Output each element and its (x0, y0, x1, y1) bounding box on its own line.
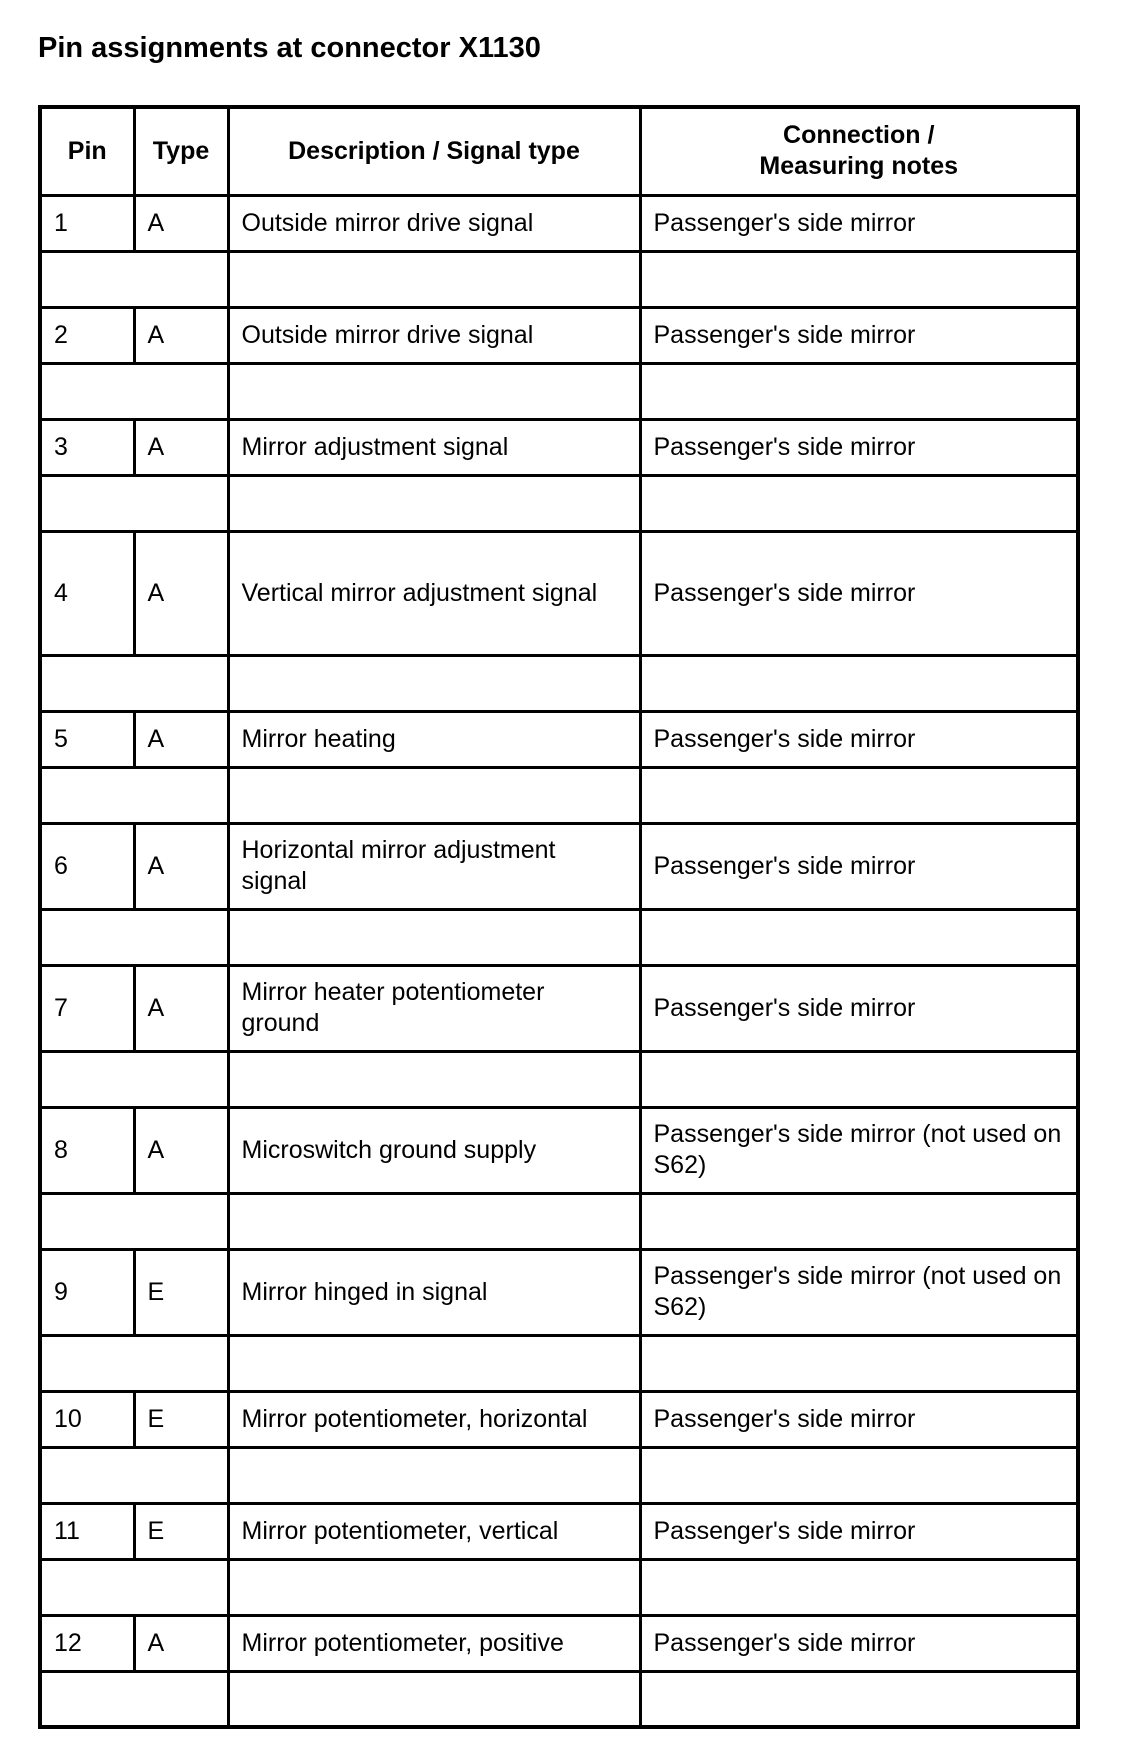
spacer-row (40, 475, 1078, 531)
page-title: Pin assignments at connector X1130 (38, 32, 541, 64)
type-cell: A (134, 1107, 228, 1193)
spacer-cell-notes (640, 363, 1078, 419)
spacer-cell-notes (640, 1193, 1078, 1249)
spacer-row (40, 251, 1078, 307)
spacer-cell-description (228, 475, 640, 531)
type-cell: A (134, 419, 228, 475)
spacer-cell-left (40, 1051, 228, 1107)
table-row (40, 531, 1078, 655)
type-cell: A (134, 823, 228, 909)
notes-cell: Passenger's side mirror (640, 1503, 1078, 1559)
spacer-row (40, 1559, 1078, 1615)
notes-cell: Passenger's side mirror (640, 531, 1078, 655)
spacer-cell-left (40, 1671, 228, 1727)
description-cell: Mirror potentiometer, vertical (228, 1503, 640, 1559)
pin-cell: 8 (40, 1107, 134, 1193)
description-cell: Outside mirror drive signal (228, 195, 640, 251)
notes-cell: Passenger's side mirror (not used on S62) (640, 1249, 1078, 1335)
table-row (40, 823, 1078, 909)
table-row (40, 965, 1078, 1051)
spacer-row (40, 363, 1078, 419)
spacer-cell-notes (640, 655, 1078, 711)
header-notes (640, 107, 1078, 195)
spacer-cell-notes (640, 767, 1078, 823)
description-cell: Mirror heating (228, 711, 640, 767)
type-cell: A (134, 531, 228, 655)
header-notes-line1: Connection / (783, 121, 935, 150)
pin-cell: 9 (40, 1249, 134, 1335)
spacer-cell-description (228, 251, 640, 307)
notes-cell: Passenger's side mirror (640, 419, 1078, 475)
spacer-cell-description (228, 1193, 640, 1249)
pin-cell: 12 (40, 1615, 134, 1671)
spacer-cell-notes (640, 1671, 1078, 1727)
table-row (40, 419, 1078, 475)
type-cell: A (134, 711, 228, 767)
description-cell: Mirror adjustment signal (228, 419, 640, 475)
spacer-cell-description (228, 1559, 640, 1615)
pin-cell: 6 (40, 823, 134, 909)
table-row (40, 1107, 1078, 1193)
notes-cell: Passenger's side mirror (640, 195, 1078, 251)
spacer-cell-notes (640, 1335, 1078, 1391)
notes-cell: Passenger's side mirror (640, 1391, 1078, 1447)
table-row (40, 1615, 1078, 1671)
notes-cell: Passenger's side mirror (640, 965, 1078, 1051)
spacer-row (40, 1671, 1078, 1727)
notes-cell: Passenger's side mirror (not used on S62) (640, 1107, 1078, 1193)
type-cell: A (134, 965, 228, 1051)
spacer-row (40, 655, 1078, 711)
spacer-cell-left (40, 1559, 228, 1615)
description-cell: Horizontal mirror adjustment signal (228, 823, 640, 909)
pin-cell: 4 (40, 531, 134, 655)
table-header-row (40, 107, 1078, 195)
spacer-cell-left (40, 767, 228, 823)
table-row (40, 1249, 1078, 1335)
type-cell: A (134, 307, 228, 363)
description-cell: Mirror potentiometer, positive (228, 1615, 640, 1671)
header-notes-line2: Measuring notes (759, 152, 959, 181)
spacer-cell-left (40, 475, 228, 531)
spacer-cell-description (228, 363, 640, 419)
spacer-cell-notes (640, 1447, 1078, 1503)
spacer-cell-left (40, 1447, 228, 1503)
table-row (40, 711, 1078, 767)
spacer-row (40, 767, 1078, 823)
spacer-cell-notes (640, 475, 1078, 531)
description-cell: Outside mirror drive signal (228, 307, 640, 363)
type-cell: A (134, 195, 228, 251)
description-cell: Vertical mirror adjustment signal (228, 531, 640, 655)
table-row (40, 307, 1078, 363)
spacer-cell-description (228, 909, 640, 965)
spacer-row (40, 1335, 1078, 1391)
header-description: Description / Signal type (228, 107, 640, 195)
spacer-cell-left (40, 251, 228, 307)
table-row (40, 1391, 1078, 1447)
pin-cell: 11 (40, 1503, 134, 1559)
spacer-cell-notes (640, 1559, 1078, 1615)
spacer-cell-left (40, 655, 228, 711)
spacer-cell-description (228, 655, 640, 711)
header-pin: Pin (40, 107, 134, 195)
spacer-cell-description (228, 1447, 640, 1503)
pin-cell: 7 (40, 965, 134, 1051)
notes-cell: Passenger's side mirror (640, 711, 1078, 767)
description-cell: Mirror hinged in signal (228, 1249, 640, 1335)
table-row (40, 195, 1078, 251)
description-cell: Mirror potentiometer, horizontal (228, 1391, 640, 1447)
spacer-cell-notes (640, 251, 1078, 307)
table-body (40, 195, 1078, 1727)
type-cell: E (134, 1249, 228, 1335)
table-row (40, 1503, 1078, 1559)
pin-cell: 10 (40, 1391, 134, 1447)
header-type: Type (134, 107, 228, 195)
pin-cell: 5 (40, 711, 134, 767)
spacer-row (40, 1193, 1078, 1249)
type-cell: E (134, 1503, 228, 1559)
spacer-cell-description (228, 1335, 640, 1391)
spacer-cell-description (228, 767, 640, 823)
spacer-row (40, 909, 1078, 965)
spacer-row (40, 1051, 1078, 1107)
pin-cell: 1 (40, 195, 134, 251)
notes-cell: Passenger's side mirror (640, 823, 1078, 909)
spacer-cell-description (228, 1671, 640, 1727)
spacer-cell-notes (640, 1051, 1078, 1107)
spacer-row (40, 1447, 1078, 1503)
spacer-cell-left (40, 1193, 228, 1249)
spacer-cell-notes (640, 909, 1078, 965)
description-cell: Microswitch ground supply (228, 1107, 640, 1193)
notes-cell: Passenger's side mirror (640, 307, 1078, 363)
notes-cell: Passenger's side mirror (640, 1615, 1078, 1671)
description-cell: Mirror heater potentiometer ground (228, 965, 640, 1051)
spacer-cell-left (40, 909, 228, 965)
pin-cell: 2 (40, 307, 134, 363)
spacer-cell-left (40, 1335, 228, 1391)
pin-assignment-table (38, 105, 1080, 1729)
spacer-cell-left (40, 363, 228, 419)
pin-cell: 3 (40, 419, 134, 475)
type-cell: A (134, 1615, 228, 1671)
spacer-cell-description (228, 1051, 640, 1107)
type-cell: E (134, 1391, 228, 1447)
